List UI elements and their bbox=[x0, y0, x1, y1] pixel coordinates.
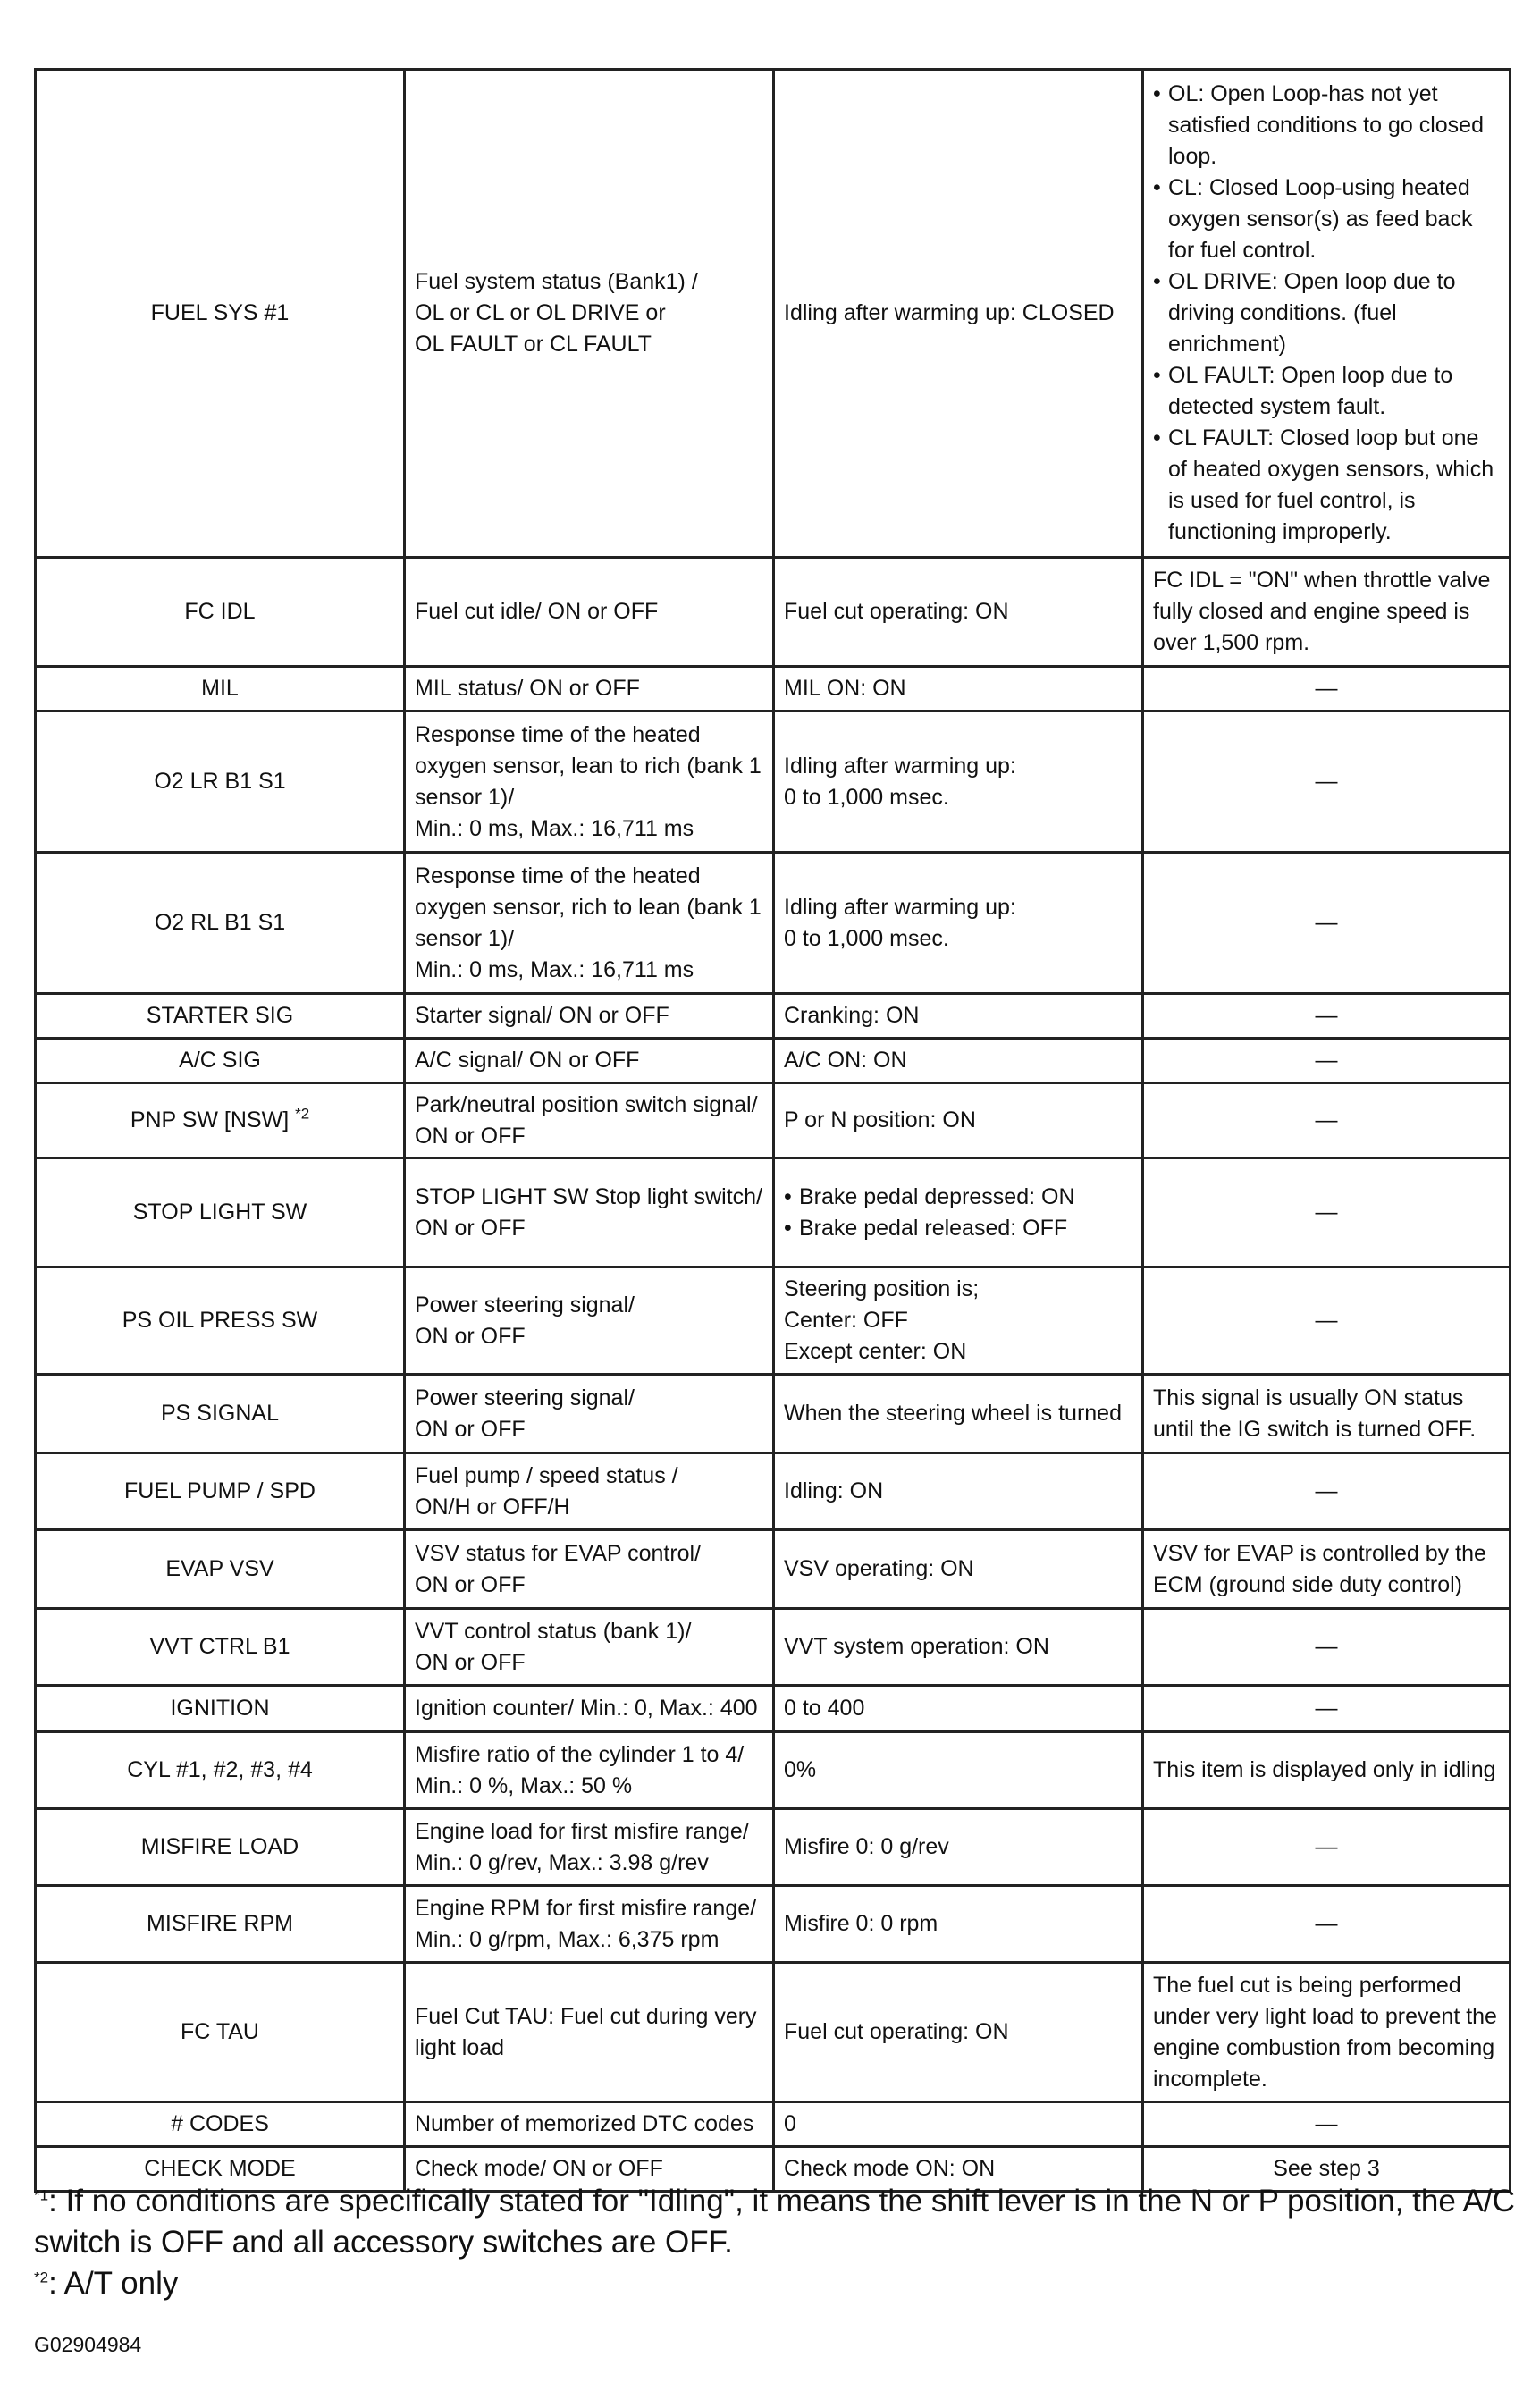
cell-condition: VSV operating: ON bbox=[774, 1530, 1143, 1609]
table-row bbox=[36, 1083, 1511, 1158]
item-label: IGNITION bbox=[170, 1696, 270, 1721]
diagnostic-dash: — bbox=[1315, 910, 1338, 935]
cell-condition: A/C ON: ON bbox=[774, 1039, 1143, 1083]
table-row bbox=[36, 70, 1511, 558]
footnote-mark: *2 bbox=[34, 2269, 49, 2286]
cell-diagnostic bbox=[1143, 1809, 1511, 1886]
cell-measurement: Fuel cut idle/ ON or OFF bbox=[405, 558, 774, 667]
item-label: VVT CTRL B1 bbox=[149, 1634, 290, 1659]
table-row bbox=[36, 667, 1511, 711]
item-label: STARTER SIG bbox=[146, 1003, 294, 1028]
condition-list bbox=[784, 1182, 1132, 1244]
diagnostic-dash: — bbox=[1315, 1911, 1338, 1936]
cell-item bbox=[36, 2102, 405, 2147]
list-item: • Brake pedal released: OFF bbox=[784, 1213, 1132, 1244]
cell-measurement: Power steering signal/ ON or OFF bbox=[405, 1267, 774, 1375]
item-label: FC IDL bbox=[184, 599, 256, 624]
cell-diagnostic bbox=[1143, 1609, 1511, 1686]
cell-diagnostic bbox=[1143, 2102, 1511, 2147]
cell-diagnostic bbox=[1143, 558, 1511, 667]
item-label: PNP SW [NSW] bbox=[130, 1107, 296, 1132]
table-row bbox=[36, 1732, 1511, 1809]
footnote-text: : A/T only bbox=[48, 2266, 179, 2301]
diagnostic-dash: See step 3 bbox=[1273, 2156, 1380, 2181]
item-label: MISFIRE LOAD bbox=[140, 1834, 299, 1859]
cell-measurement: Fuel Cut TAU: Fuel cut during very light load bbox=[405, 1963, 774, 2102]
cell-measurement: Engine RPM for first misfire range/ Min.: 0 g/rpm, Max.: 6,375 rpm bbox=[405, 1886, 774, 1963]
cell-condition: Misfire 0: 0 g/rev bbox=[774, 1809, 1143, 1886]
cell-diagnostic bbox=[1143, 1886, 1511, 1963]
cell-diagnostic bbox=[1143, 853, 1511, 994]
cell-measurement: Number of memorized DTC codes bbox=[405, 2102, 774, 2147]
footnote-mark: *1 bbox=[34, 2186, 49, 2204]
cell-condition bbox=[774, 1158, 1143, 1267]
cell-condition: VVT system operation: ON bbox=[774, 1609, 1143, 1686]
diagnostic-dash: — bbox=[1315, 1696, 1338, 1721]
footnotes bbox=[34, 2181, 1518, 2304]
cell-diagnostic bbox=[1143, 711, 1511, 853]
cell-measurement: MIL status/ ON or OFF bbox=[405, 667, 774, 711]
table-row bbox=[36, 853, 1511, 994]
cell-condition: Check mode ON: ON bbox=[774, 2147, 1143, 2192]
diagnostic-dash: — bbox=[1315, 1834, 1338, 1859]
diagnostic-dash: — bbox=[1315, 676, 1338, 701]
item-label: O2 LR B1 S1 bbox=[154, 769, 286, 794]
diagnostic-dash: — bbox=[1315, 1003, 1338, 1028]
table-row bbox=[36, 1267, 1511, 1375]
cell-diagnostic bbox=[1143, 1453, 1511, 1530]
cell-diagnostic bbox=[1143, 1375, 1511, 1453]
cell-measurement: Response time of the heated oxygen sensor, lean to rich (bank 1 sensor 1)/ Min.: 0 ms, Max.: 16,711 ms bbox=[405, 711, 774, 853]
item-label: EVAP VSV bbox=[165, 1556, 274, 1581]
footnote bbox=[34, 2263, 1518, 2304]
cell-condition: 0 to 400 bbox=[774, 1686, 1143, 1732]
cell-item bbox=[36, 1609, 405, 1686]
table-row bbox=[36, 1963, 1511, 2102]
cell-measurement: Fuel pump / speed status / ON/H or OFF/H bbox=[405, 1453, 774, 1530]
diagnostic-text: This signal is usually ON status until the IG switch is turned OFF. bbox=[1153, 1385, 1477, 1442]
cell-item bbox=[36, 1732, 405, 1809]
diagnostic-dash: — bbox=[1315, 1107, 1338, 1132]
cell-condition: Steering position is; Center: OFF Except center: ON bbox=[774, 1267, 1143, 1375]
item-label: # CODES bbox=[171, 2111, 269, 2136]
cell-condition: MIL ON: ON bbox=[774, 667, 1143, 711]
item-label: O2 RL B1 S1 bbox=[154, 910, 286, 935]
cell-measurement: Starter signal/ ON or OFF bbox=[405, 994, 774, 1039]
cell-item bbox=[36, 70, 405, 558]
cell-diagnostic bbox=[1143, 1267, 1511, 1375]
cell-measurement: VSV status for EVAP control/ ON or OFF bbox=[405, 1530, 774, 1609]
cell-measurement: Ignition counter/ Min.: 0, Max.: 400 bbox=[405, 1686, 774, 1732]
table-row bbox=[36, 994, 1511, 1039]
cell-condition: Idling after warming up: CLOSED bbox=[774, 70, 1143, 558]
cell-condition: Misfire 0: 0 rpm bbox=[774, 1886, 1143, 1963]
footnote bbox=[34, 2181, 1518, 2263]
cell-diagnostic bbox=[1143, 1686, 1511, 1732]
cell-item bbox=[36, 558, 405, 667]
item-label: MIL bbox=[201, 676, 239, 701]
table-row bbox=[36, 1158, 1511, 1267]
item-label: FUEL PUMP / SPD bbox=[124, 1478, 316, 1503]
cell-item bbox=[36, 1083, 405, 1158]
table-row bbox=[36, 1375, 1511, 1453]
diagnostic-dash: — bbox=[1315, 1478, 1338, 1503]
cell-condition: 0 bbox=[774, 2102, 1143, 2147]
cell-item bbox=[36, 667, 405, 711]
cell-item bbox=[36, 711, 405, 853]
item-label: FUEL SYS #1 bbox=[150, 300, 290, 325]
cell-condition: 0% bbox=[774, 1732, 1143, 1809]
diagnostic-text: FC IDL = "ON" when throttle valve fully closed and engine speed is over 1,500 rpm. bbox=[1153, 568, 1491, 655]
cell-measurement: A/C signal/ ON or OFF bbox=[405, 1039, 774, 1083]
cell-item bbox=[36, 994, 405, 1039]
cell-item bbox=[36, 1375, 405, 1453]
cell-item bbox=[36, 1809, 405, 1886]
cell-measurement: Park/neutral position switch signal/ ON or OFF bbox=[405, 1083, 774, 1158]
diagnostic-text: VSV for EVAP is controlled by the ECM (ground side duty control) bbox=[1153, 1540, 1486, 1597]
item-label: PS SIGNAL bbox=[161, 1401, 279, 1426]
cell-item bbox=[36, 1039, 405, 1083]
item-label: A/C SIG bbox=[179, 1048, 261, 1073]
cell-condition: Idling after warming up: 0 to 1,000 msec. bbox=[774, 711, 1143, 853]
cell-item bbox=[36, 1963, 405, 2102]
diagnostic-dash: — bbox=[1315, 1200, 1338, 1225]
list-item: • OL: Open Loop-has not yet satisfied conditions to go closed loop. bbox=[1153, 79, 1500, 173]
table-row bbox=[36, 1530, 1511, 1609]
diagnostic-dash: — bbox=[1315, 1308, 1338, 1333]
cell-measurement: VVT control status (bank 1)/ ON or OFF bbox=[405, 1609, 774, 1686]
cell-item bbox=[36, 853, 405, 994]
diagnostic-dash: — bbox=[1315, 1048, 1338, 1073]
diagnostic-dash: — bbox=[1315, 1634, 1338, 1659]
cell-condition: Idling after warming up: 0 to 1,000 msec. bbox=[774, 853, 1143, 994]
cell-measurement: Engine load for first misfire range/ Min.: 0 g/rev, Max.: 3.98 g/rev bbox=[405, 1809, 774, 1886]
item-label: STOP LIGHT SW bbox=[132, 1200, 307, 1225]
footnote-ref: *2 bbox=[295, 1105, 310, 1123]
footnote-text: : If no conditions are specifically stated for "Idling", it means the shift lever is in the N or P position, the A/C switch is OFF and all accessory switches are OFF. bbox=[34, 2184, 1515, 2260]
list-item: • Brake pedal depressed: ON bbox=[784, 1182, 1132, 1213]
item-label: CYL #1, #2, #3, #4 bbox=[127, 1757, 313, 1782]
table-row bbox=[36, 1609, 1511, 1686]
cell-item bbox=[36, 1158, 405, 1267]
diagnostic-text: The fuel cut is being performed under very light load to prevent the engine combustion from becoming incomplete. bbox=[1153, 1972, 1497, 2092]
list-item: • OL FAULT: Open loop due to detected system fault. bbox=[1153, 360, 1500, 423]
cell-item bbox=[36, 1686, 405, 1732]
table-row bbox=[36, 1039, 1511, 1083]
cell-condition: Cranking: ON bbox=[774, 994, 1143, 1039]
data-table bbox=[34, 68, 1511, 2193]
diagnostic-dash: — bbox=[1315, 2111, 1338, 2136]
diagnostic-list bbox=[1153, 79, 1500, 548]
list-item: • CL: Closed Loop-using heated oxygen sensor(s) as feed back for fuel control. bbox=[1153, 173, 1500, 266]
table-row bbox=[36, 1886, 1511, 1963]
cell-diagnostic bbox=[1143, 1039, 1511, 1083]
cell-item bbox=[36, 1453, 405, 1530]
cell-diagnostic bbox=[1143, 70, 1511, 558]
cell-condition: Idling: ON bbox=[774, 1453, 1143, 1530]
figure-id: G02904984 bbox=[34, 2333, 142, 2356]
table-row bbox=[36, 1686, 1511, 1732]
cell-item bbox=[36, 1267, 405, 1375]
cell-diagnostic bbox=[1143, 667, 1511, 711]
data-list-table bbox=[34, 68, 1511, 2193]
cell-measurement: Power steering signal/ ON or OFF bbox=[405, 1375, 774, 1453]
cell-diagnostic bbox=[1143, 1083, 1511, 1158]
item-label: CHECK MODE bbox=[144, 2156, 296, 2181]
cell-condition: Fuel cut operating: ON bbox=[774, 558, 1143, 667]
table-row bbox=[36, 1809, 1511, 1886]
cell-measurement: Misfire ratio of the cylinder 1 to 4/ Min.: 0 %, Max.: 50 % bbox=[405, 1732, 774, 1809]
cell-measurement: Response time of the heated oxygen sensor, rich to lean (bank 1 sensor 1)/ Min.: 0 ms, Max.: 16,711 ms bbox=[405, 853, 774, 994]
cell-condition: Fuel cut operating: ON bbox=[774, 1963, 1143, 2102]
table-row bbox=[36, 711, 1511, 853]
cell-diagnostic bbox=[1143, 994, 1511, 1039]
cell-diagnostic bbox=[1143, 1530, 1511, 1609]
table-row bbox=[36, 1453, 1511, 1530]
cell-measurement: Check mode/ ON or OFF bbox=[405, 2147, 774, 2192]
diagnostic-text: This item is displayed only in idling bbox=[1153, 1757, 1496, 1782]
cell-measurement: STOP LIGHT SW Stop light switch/ ON or OFF bbox=[405, 1158, 774, 1267]
cell-measurement: Fuel system status (Bank1) / OL or CL or OL DRIVE or OL FAULT or CL FAULT bbox=[405, 70, 774, 558]
item-label: MISFIRE RPM bbox=[147, 1911, 293, 1936]
cell-diagnostic bbox=[1143, 1732, 1511, 1809]
cell-diagnostic bbox=[1143, 1963, 1511, 2102]
item-label: PS OIL PRESS SW bbox=[122, 1308, 318, 1333]
cell-condition: P or N position: ON bbox=[774, 1083, 1143, 1158]
cell-item bbox=[36, 1530, 405, 1609]
cell-item bbox=[36, 1886, 405, 1963]
list-item: • OL DRIVE: Open loop due to driving conditions. (fuel enrichment) bbox=[1153, 266, 1500, 360]
table-row bbox=[36, 2102, 1511, 2147]
table-row bbox=[36, 558, 1511, 667]
cell-diagnostic bbox=[1143, 1158, 1511, 1267]
cell-condition: When the steering wheel is turned bbox=[774, 1375, 1143, 1453]
item-label: FC TAU bbox=[181, 2019, 259, 2044]
list-item: • CL FAULT: Closed loop but one of heated oxygen sensors, which is used for fuel control, is functioning improperly. bbox=[1153, 423, 1500, 548]
diagnostic-dash: — bbox=[1315, 769, 1338, 794]
